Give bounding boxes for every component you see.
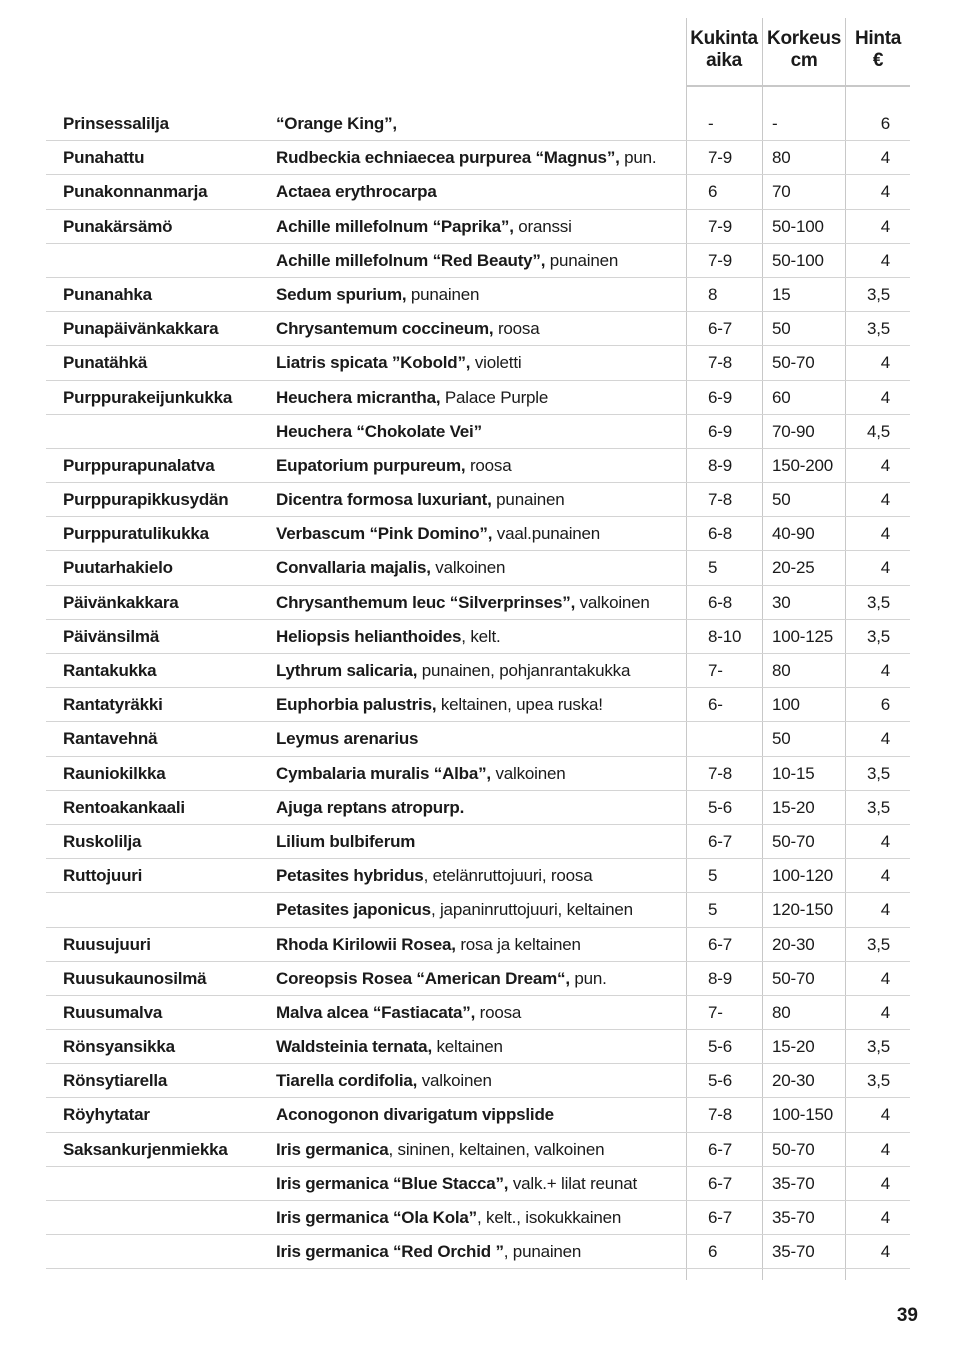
table-row <box>0 1098 960 1132</box>
plant-height: 35-70 <box>772 1208 815 1227</box>
bloom-time: 5 <box>708 866 718 886</box>
latin-name-bold: Malva alcea “Fastiacata”, <box>276 1002 476 1022</box>
latin-name-bold: Lythrum salicaria, <box>276 661 418 680</box>
table-row <box>0 791 960 825</box>
bloom-time: 7-9 <box>708 250 732 270</box>
table-row <box>0 107 960 141</box>
latin-name <box>276 1098 554 1132</box>
plant-name: Rönsyansikka <box>63 1037 175 1057</box>
latin-name-description: keltainen, upea ruska! <box>436 695 603 715</box>
table-row <box>0 1201 960 1235</box>
price: 3,5 <box>866 284 890 304</box>
latin-name <box>276 757 566 791</box>
plant-height: 15 <box>772 284 791 304</box>
bloom-time: 6-7 <box>708 934 732 954</box>
table-row <box>0 1030 960 1064</box>
header-bloom-time: Kukinta aika <box>690 28 758 71</box>
latin-name-bold: Tiarella cordifolia, <box>276 1071 418 1091</box>
latin-name-bold: Chrysanthemum leuc “Silverprinses”, <box>276 592 576 612</box>
bloom-time: 7-8 <box>708 763 732 783</box>
price: 4 <box>880 524 890 544</box>
table-row <box>0 517 960 551</box>
latin-name <box>276 1235 581 1269</box>
latin-name <box>276 586 650 620</box>
price: 4 <box>880 1105 890 1125</box>
plant-name: Rönsytiarella <box>63 1071 168 1091</box>
plant-height: 50-100 <box>772 250 824 270</box>
table-row <box>0 381 960 415</box>
price: 3,5 <box>866 934 890 954</box>
price: 6 <box>880 695 890 715</box>
latin-name-bold: Verbascum “Pink Domino”, <box>276 524 493 544</box>
bloom-time: 7-9 <box>708 148 732 168</box>
plant-name: Puutarhakielo <box>63 558 173 578</box>
table-header <box>0 28 960 84</box>
plant-name: Purppurapunalatva <box>63 455 215 475</box>
latin-name-description: valkoinen <box>575 592 650 612</box>
bloom-time: 8-9 <box>708 455 732 475</box>
latin-name <box>276 175 437 209</box>
plant-height: 100 <box>772 695 800 715</box>
table-row <box>0 586 960 620</box>
price: 4 <box>880 831 890 851</box>
latin-name-bold: Achille millefolnum “Paprika”, <box>276 216 514 236</box>
plant-name: Punatähkä <box>63 353 148 373</box>
plant-name: Purppurakeijunkukka <box>63 387 233 407</box>
latin-name <box>276 415 482 449</box>
price: 3,5 <box>866 592 890 612</box>
latin-name <box>276 107 397 141</box>
bloom-time: - <box>708 114 714 133</box>
plant-height: 40-90 <box>772 524 815 544</box>
price: 3,5 <box>866 1037 890 1057</box>
latin-name-description: , japaninruttojuuri, keltainen <box>430 900 633 920</box>
table-row <box>0 1235 960 1269</box>
plant-height: 20-30 <box>772 934 815 954</box>
plant-name: Ruskolilja <box>63 831 142 851</box>
table-row <box>0 346 960 380</box>
latin-name-description: , etelänruttojuuri, roosa <box>423 866 593 886</box>
bloom-time: 6 <box>708 182 718 202</box>
latin-name <box>276 791 464 825</box>
latin-name-bold: Sedum spurium, <box>276 284 407 304</box>
price: 4 <box>880 1173 890 1193</box>
latin-name-description: , punainen <box>503 1242 582 1262</box>
price: 4 <box>880 900 890 920</box>
plant-name: Rauniokilkka <box>63 763 166 783</box>
plant-height: 30 <box>772 592 791 612</box>
latin-name-bold: Iris germanica <box>276 1139 389 1159</box>
plant-name: Punahattu <box>63 148 145 168</box>
bloom-time: 6 <box>708 1242 718 1262</box>
latin-name-bold: Aconogonon divarigatum vippslide <box>276 1105 554 1125</box>
table-row <box>0 825 960 859</box>
plant-height: 60 <box>772 387 791 407</box>
bloom-time: 5 <box>708 558 718 578</box>
plant-name: Rentoakankaali <box>63 797 185 817</box>
plant-height: 100-150 <box>772 1105 833 1125</box>
bloom-time: 6-9 <box>708 387 732 407</box>
price: 4 <box>880 968 890 988</box>
latin-name-bold: Leymus arenarius <box>276 729 419 749</box>
table-row <box>0 620 960 654</box>
price: 4 <box>880 182 890 202</box>
price: 3,5 <box>866 1071 890 1091</box>
latin-name-bold: “Orange King”, <box>276 114 397 133</box>
latin-name-description: valk.+ lilat reunat <box>508 1173 638 1193</box>
table-row <box>0 551 960 585</box>
page-number: 39 <box>896 1305 918 1326</box>
bloom-time: 6-8 <box>708 592 732 612</box>
latin-name-description: violetti <box>470 353 522 373</box>
price: 4 <box>880 148 890 168</box>
latin-name-bold: Iris germanica “Ola Kola” <box>276 1208 477 1227</box>
latin-name-bold: Iris germanica “Blue Stacca”, <box>276 1173 509 1193</box>
plant-height: 70 <box>772 182 791 202</box>
bloom-time: 6-7 <box>708 319 732 339</box>
price: 4 <box>880 250 890 270</box>
latin-name <box>276 483 565 517</box>
price: 4 <box>880 216 890 236</box>
latin-name-bold: Dicentra formosa luxuriant, <box>276 490 492 510</box>
bloom-time: 8-10 <box>708 626 742 646</box>
plant-table <box>0 107 960 1269</box>
latin-name <box>276 688 603 722</box>
plant-height: 50-70 <box>772 353 815 373</box>
plant-height: 80 <box>772 661 791 680</box>
table-row <box>0 893 960 927</box>
latin-name-bold: Euphorbia palustris, <box>276 695 437 715</box>
table-row <box>0 654 960 688</box>
latin-name-bold: Waldsteinia ternata, <box>276 1037 432 1057</box>
latin-name-bold: Petasites japonicus <box>276 900 431 920</box>
bloom-time: 6- <box>708 695 723 715</box>
latin-name <box>276 517 600 551</box>
plant-name: Rantavehnä <box>63 729 158 749</box>
latin-name-bold: Rudbeckia echniaecea purpurea “Magnus”, <box>276 148 620 168</box>
latin-name <box>276 825 415 859</box>
price: 4 <box>880 490 890 510</box>
price: 4 <box>880 729 890 749</box>
bloom-time: 7-8 <box>708 1105 732 1125</box>
latin-name-bold: Actaea erythrocarpa <box>276 182 437 202</box>
latin-name-description: rosa ja keltainen <box>455 934 581 954</box>
latin-name-bold: Heuchera “Chokolate Vei” <box>276 421 482 441</box>
plant-name: Saksankurjenmiekka <box>63 1139 228 1159</box>
plant-name: Rantatyräkki <box>63 695 163 715</box>
plant-height: 50-70 <box>772 1139 815 1159</box>
plant-name: Rantakukka <box>63 661 157 680</box>
table-row <box>0 928 960 962</box>
latin-name-bold: Achille millefolnum “Red Beauty”, <box>276 250 546 270</box>
plant-height: 120-150 <box>772 900 833 920</box>
price: 4 <box>880 1242 890 1262</box>
bloom-time: 7-8 <box>708 490 732 510</box>
latin-name-description: roosa <box>493 319 540 339</box>
plant-height: 50-70 <box>772 968 815 988</box>
latin-name <box>276 244 618 278</box>
bloom-time: 6-7 <box>708 1208 732 1227</box>
latin-name-bold: Heliopsis helianthoides <box>276 626 462 646</box>
plant-height: - <box>772 114 778 133</box>
latin-name-description: oranssi <box>513 216 572 236</box>
table-row <box>0 1133 960 1167</box>
latin-name-description: , kelt., isokukkainen <box>476 1208 622 1227</box>
bloom-time: 6-9 <box>708 421 732 441</box>
latin-name <box>276 1167 637 1201</box>
latin-name <box>276 381 548 415</box>
plant-name: Purppurapikkusydän <box>63 490 229 510</box>
header-price: Hinta € <box>854 28 901 71</box>
latin-name <box>276 449 511 483</box>
latin-name-description: valkoinen <box>417 1071 492 1091</box>
bloom-time: 5 <box>708 900 718 920</box>
plant-height: 50-70 <box>772 831 815 851</box>
latin-name-description: punainen <box>545 250 619 270</box>
table-row <box>0 278 960 312</box>
latin-name-bold: Heuchera micrantha, <box>276 387 441 407</box>
latin-name-description: valkoinen <box>430 558 506 578</box>
plant-name: Röyhytatar <box>63 1105 150 1125</box>
latin-name-description: valkoinen <box>490 763 566 783</box>
latin-name <box>276 996 521 1030</box>
latin-name-bold: Rhoda Kirilowii Rosea, <box>276 934 456 954</box>
latin-name-description: pun. <box>569 968 607 988</box>
bloom-time: 6-8 <box>708 524 732 544</box>
plant-height: 70-90 <box>772 421 815 441</box>
latin-name-description: roosa <box>475 1002 522 1022</box>
plant-height: 15-20 <box>772 797 815 817</box>
price: 3,5 <box>866 626 890 646</box>
plant-name: Päivänsilmä <box>63 626 160 646</box>
latin-name-bold: Liatris spicata ”Kobold”, <box>276 353 471 373</box>
plant-name: Päivänkakkara <box>63 592 179 612</box>
table-row <box>0 141 960 175</box>
table-row <box>0 996 960 1030</box>
bloom-time: 5-6 <box>708 1071 732 1091</box>
plant-height: 80 <box>772 148 791 168</box>
price: 4 <box>880 1002 890 1022</box>
table-row <box>0 312 960 346</box>
table-row <box>0 449 960 483</box>
table-row <box>0 210 960 244</box>
plant-name: Punakärsämö <box>63 216 173 236</box>
plant-name: Purppuratulikukka <box>63 524 209 544</box>
price: 4 <box>880 1208 890 1227</box>
latin-name <box>276 346 521 380</box>
price: 3,5 <box>866 319 890 339</box>
price: 4 <box>880 661 890 680</box>
plant-height: 80 <box>772 1002 791 1022</box>
latin-name <box>276 1030 503 1064</box>
latin-name <box>276 962 607 996</box>
table-row <box>0 1064 960 1098</box>
latin-name-description: pun. <box>619 148 657 168</box>
plant-name: Punakonnanmarja <box>63 182 208 202</box>
header-height: Korkeus cm <box>767 28 841 71</box>
plant-height: 20-25 <box>772 558 815 578</box>
price: 4 <box>880 455 890 475</box>
latin-name <box>276 551 505 585</box>
bloom-time: 7- <box>708 1002 723 1022</box>
bloom-time: 7-9 <box>708 216 732 236</box>
price: 4 <box>880 866 890 886</box>
row-divider <box>46 1268 910 1269</box>
bloom-time: 6-7 <box>708 831 732 851</box>
plant-height: 10-15 <box>772 763 815 783</box>
latin-name <box>276 928 581 962</box>
latin-name <box>276 141 656 175</box>
price: 3,5 <box>866 763 890 783</box>
latin-name <box>276 210 572 244</box>
latin-name-bold: Coreopsis Rosea “American Dream“, <box>276 968 570 988</box>
latin-name <box>276 1133 604 1167</box>
latin-name-description: punainen <box>491 490 565 510</box>
plant-name: Punapäivänkakkara <box>63 319 219 339</box>
price: 4 <box>880 558 890 578</box>
latin-name-description: vaal.punainen <box>492 524 601 544</box>
latin-name <box>276 654 630 688</box>
plant-height: 100-120 <box>772 866 833 886</box>
plant-name: Ruttojuuri <box>63 866 143 886</box>
bloom-time: 7-8 <box>708 353 732 373</box>
table-row <box>0 483 960 517</box>
plant-height: 35-70 <box>772 1173 815 1193</box>
plant-name: Punanahka <box>63 284 152 304</box>
bloom-time: 5-6 <box>708 797 732 817</box>
price: 4 <box>880 1139 890 1159</box>
latin-name <box>276 1201 621 1235</box>
table-row <box>0 962 960 996</box>
latin-name-description: , sininen, keltainen, valkoinen <box>388 1139 605 1159</box>
latin-name-description: punainen <box>406 284 480 304</box>
price: 4 <box>880 353 890 373</box>
table-row <box>0 688 960 722</box>
latin-name <box>276 620 501 654</box>
plant-name: Ruusukaunosilmä <box>63 968 207 988</box>
latin-name-description: , kelt. <box>461 626 501 646</box>
table-row <box>0 175 960 209</box>
latin-name-description: Palace Purple <box>440 387 549 407</box>
latin-name-bold: Convallaria majalis, <box>276 558 431 578</box>
latin-name-description: punainen, pohjanrantakukka <box>417 661 631 680</box>
bloom-time: 7- <box>708 661 723 680</box>
latin-name-description: keltainen <box>431 1037 503 1057</box>
latin-name <box>276 722 418 756</box>
latin-name-bold: Iris germanica “Red Orchid ” <box>276 1242 504 1262</box>
table-row <box>0 1167 960 1201</box>
price: 4 <box>880 387 890 407</box>
plant-height: 20-30 <box>772 1071 815 1091</box>
latin-name-description: roosa <box>465 455 512 475</box>
bloom-time: 6-7 <box>708 1139 732 1159</box>
table-row <box>0 859 960 893</box>
latin-name <box>276 1064 492 1098</box>
plant-height: 50-100 <box>772 216 824 236</box>
bloom-time: 5-6 <box>708 1037 732 1057</box>
latin-name-bold: Eupatorium purpureum, <box>276 455 466 475</box>
table-row <box>0 757 960 791</box>
table-row <box>0 415 960 449</box>
plant-height: 50 <box>772 729 791 749</box>
plant-height: 100-125 <box>772 626 833 646</box>
plant-height: 35-70 <box>772 1242 815 1262</box>
latin-name <box>276 859 592 893</box>
bloom-time: 6-7 <box>708 1173 732 1193</box>
plant-name: Ruusumalva <box>63 1002 163 1022</box>
latin-name-bold: Lilium bulbiferum <box>276 831 416 851</box>
plant-height: 50 <box>772 490 791 510</box>
plant-height: 50 <box>772 319 791 339</box>
plant-height: 150-200 <box>772 455 833 475</box>
bloom-time: 8 <box>708 284 718 304</box>
latin-name <box>276 312 539 346</box>
latin-name-bold: Petasites hybridus <box>276 866 424 886</box>
table-row <box>0 722 960 756</box>
plant-name: Ruusujuuri <box>63 934 151 954</box>
latin-name-bold: Ajuga reptans atropurp. <box>276 797 465 817</box>
latin-name-bold: Chrysantemum coccineum, <box>276 319 494 339</box>
plant-name: Prinsessalilja <box>63 114 169 133</box>
price: 3,5 <box>866 797 890 817</box>
latin-name <box>276 278 479 312</box>
latin-name <box>276 893 633 927</box>
plant-height: 15-20 <box>772 1037 815 1057</box>
latin-name-bold: Cymbalaria muralis “Alba”, <box>276 763 491 783</box>
price: 4,5 <box>866 421 890 441</box>
bloom-time: 8-9 <box>708 968 732 988</box>
header-rule <box>686 85 910 87</box>
price: 6 <box>880 114 890 133</box>
table-row <box>0 244 960 278</box>
